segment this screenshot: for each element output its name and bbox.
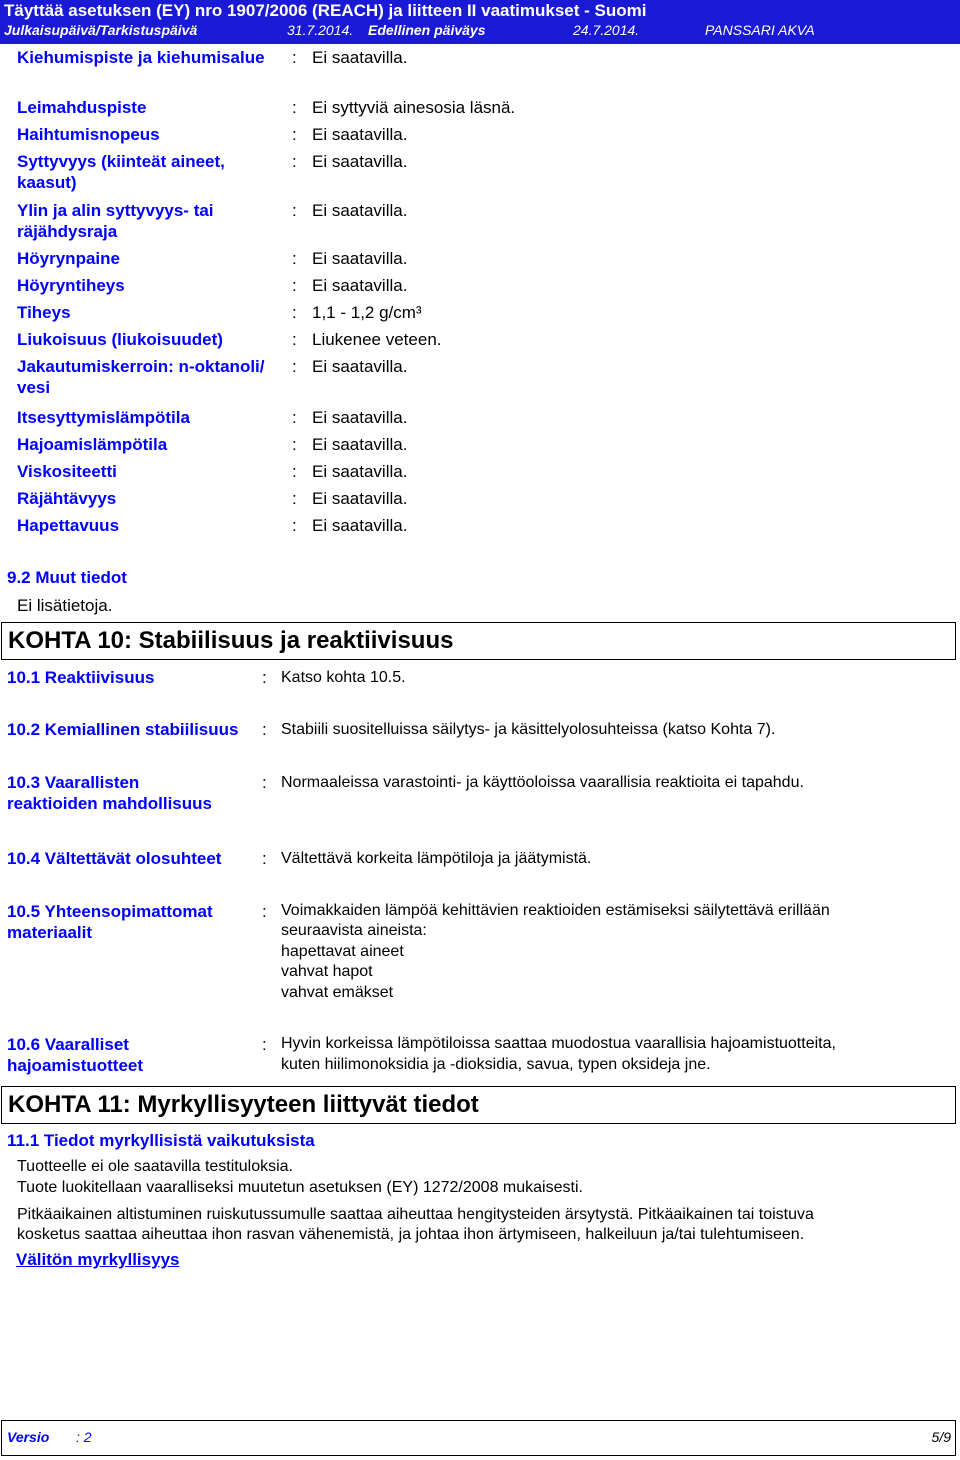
property-value: Ei saatavilla. [312, 125, 408, 144]
property-colon: : [292, 152, 297, 171]
decomposition-products-line: kuten hiilimonoksidia ja -dioksidia, savua, typen oksideja jne. [281, 1056, 711, 1073]
property-value: Ei saatavilla. [312, 48, 408, 67]
property-label: Itsesyttymislämpötila [17, 408, 190, 427]
property-label: Hapettavuus [17, 516, 120, 535]
reactivity-label: 10.1 Reaktiivisuus [7, 668, 155, 687]
page-number: 5/9 [931, 1429, 951, 1445]
incompatible-materials-label: 10.5 Yhteensopimattomat materiaalit [7, 902, 213, 942]
incompatible-materials-line: Voimakkaiden lämpöä kehittävien reaktioiden estämiseksi säilytettävä erillään [281, 902, 830, 919]
property-value: Ei saatavilla. [312, 489, 408, 508]
hazardous-reactions-label: 10.3 Vaarallisten reaktioiden mahdollisuus [7, 773, 212, 813]
previous-date-label: Edellinen päiväys [368, 22, 486, 38]
incompatible-materials-line: seuraavista aineista: [281, 922, 427, 939]
version-label: Versio [7, 1429, 50, 1445]
property-label: Haihtumisnopeus [17, 125, 160, 144]
row-colon: : [262, 849, 267, 868]
property-value: 1,1 - 1,2 g/cm³ [312, 303, 422, 322]
document-header [0, 0, 960, 44]
property-label: Ylin ja alin syttyvyys- tai räjähdysraja [17, 201, 214, 241]
property-value: Ei saatavilla. [312, 201, 408, 220]
property-label: Syttyvyys (kiinteät aineet, kaasut) [17, 152, 225, 192]
property-label: Leimahduspiste [17, 98, 147, 117]
property-colon: : [292, 357, 297, 376]
section-10-title: KOHTA 10: Stabiilisuus ja reaktiivisuus [1, 622, 956, 660]
hazardous-reactions-value: Normaaleissa varastointi- ja käyttöoloissa vaarallisia reaktioita ei tapahdu. [281, 774, 804, 791]
page-footer [1, 1420, 956, 1456]
row-colon: : [262, 773, 267, 792]
decomposition-products-line: Hyvin korkeissa lämpötiloissa saattaa muodostua vaarallisia hajoamistuotteita, [281, 1035, 836, 1052]
property-colon: : [292, 516, 297, 535]
conditions-to-avoid-value: Vältettävä korkeita lämpötiloja ja jäätymistä. [281, 850, 592, 867]
property-colon: : [292, 435, 297, 454]
property-value: Ei saatavilla. [312, 276, 408, 295]
property-value: Ei saatavilla. [312, 249, 408, 268]
row-colon: : [262, 720, 267, 739]
property-colon: : [292, 276, 297, 295]
property-colon: : [292, 330, 297, 349]
property-label: Höyrynpaine [17, 249, 120, 268]
section-11-paragraph-line: Tuotteelle ei ole saatavilla testituloksia. [17, 1158, 293, 1175]
issue-date: 31.7.2014. [287, 22, 354, 38]
product-name: PANSSARI AKVA [705, 22, 815, 38]
property-colon: : [292, 48, 297, 67]
property-label: Hajoamislämpötila [17, 435, 168, 454]
property-label: Jakautumiskerroin: n-oktanoli/ vesi [17, 357, 265, 397]
section-9-2-heading: 9.2 Muut tiedot [7, 568, 127, 587]
acute-toxicity-link[interactable]: Välitön myrkyllisyys [16, 1250, 180, 1269]
decomposition-products-label: 10.6 Vaaralliset hajoamistuotteet [7, 1035, 144, 1075]
chemical-stability-value: Stabiili suositelluissa säilytys- ja käsittelyolosuhteissa (katso Kohta 7). [281, 721, 776, 738]
section-11-paragraph-line: Pitkäaikainen altistuminen ruiskutussumulle saattaa aiheuttaa hengitysteiden ärsytystä. Pitkäaikainen tai toistuva [17, 1206, 814, 1223]
reactivity-value: Katso kohta 10.5. [281, 669, 406, 686]
property-value: Ei saatavilla. [312, 152, 408, 171]
section-9-2-text: Ei lisätietoja. [17, 596, 113, 615]
property-colon: : [292, 462, 297, 481]
incompatible-materials-line: vahvat emäkset [281, 984, 394, 1001]
property-label: Höyryntiheys [17, 276, 125, 295]
property-colon: : [292, 98, 297, 117]
property-colon: : [292, 249, 297, 268]
section-11-paragraph-line: Tuote luokitellaan vaaralliseksi muutetun asetuksen (EY) 1272/2008 mukaisesti. [17, 1179, 583, 1196]
row-colon: : [262, 1035, 267, 1054]
issue-date-label: Julkaisupäivä/Tarkistuspäivä [4, 22, 198, 38]
property-colon: : [292, 408, 297, 427]
row-colon: : [262, 668, 267, 687]
property-label: Kiehumispiste ja kiehumisalue [17, 48, 265, 67]
row-colon: : [262, 902, 267, 921]
property-value: Ei saatavilla. [312, 435, 408, 454]
property-value: Liukenee veteen. [312, 330, 442, 349]
property-value: Ei saatavilla. [312, 408, 408, 427]
document-title: Täyttää asetuksen (EY) nro 1907/2006 (REACH) ja liitteen II vaatimukset - Suomi [4, 1, 647, 20]
incompatible-materials-line: vahvat hapot [281, 963, 373, 980]
previous-date: 24.7.2014. [573, 22, 640, 38]
property-label: Liukoisuus (liukoisuudet) [17, 330, 223, 349]
property-value: Ei saatavilla. [312, 462, 408, 481]
property-label: Viskositeetti [17, 462, 117, 481]
property-colon: : [292, 303, 297, 322]
section-11-paragraph-line: kosketus saattaa aiheuttaa ihon rasvan vähenemistä, ja johtaa ihon ärtymiseen, halkeiluun ja/tai tulehtumiseen. [17, 1226, 805, 1243]
property-label: Tiheys [17, 303, 71, 322]
property-colon: : [292, 201, 297, 220]
section-11-title: KOHTA 11: Myrkyllisyyteen liittyvät tiedot [1, 1086, 956, 1124]
property-label: Räjähtävyys [17, 489, 117, 508]
property-colon: : [292, 125, 297, 144]
property-colon: : [292, 489, 297, 508]
version-value: : 2 [76, 1429, 92, 1445]
incompatible-materials-line: hapettavat aineet [281, 943, 404, 960]
chemical-stability-label: 10.2 Kemiallinen stabiilisuus [7, 720, 239, 739]
property-value: Ei saatavilla. [312, 357, 408, 376]
property-value: Ei saatavilla. [312, 516, 408, 535]
property-value: Ei syttyviä ainesosia läsnä. [312, 98, 516, 117]
section-11-1-heading: 11.1 Tiedot myrkyllisistä vaikutuksista [7, 1131, 315, 1150]
conditions-to-avoid-label: 10.4 Vältettävät olosuhteet [7, 849, 222, 868]
